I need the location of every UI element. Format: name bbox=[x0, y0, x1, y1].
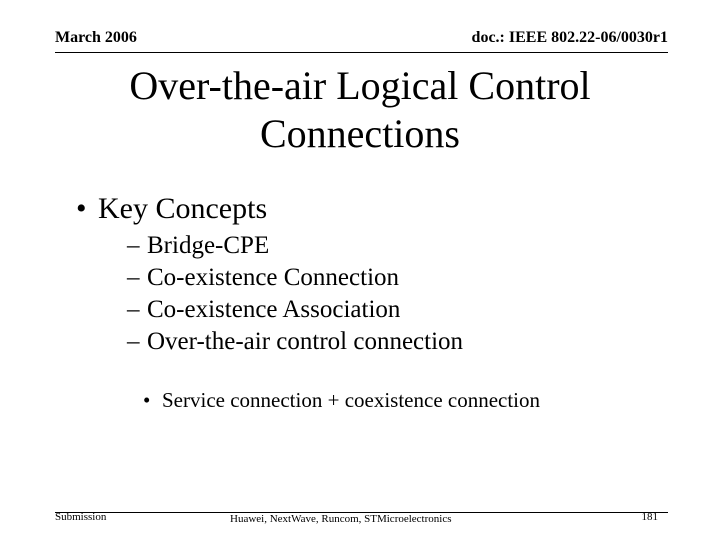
sub-bullet-text: Over-the-air control connection bbox=[147, 328, 464, 355]
sub-bullet-list bbox=[127, 230, 463, 358]
header-date: March 2006 bbox=[55, 29, 137, 46]
slide-title-line-2: Connections bbox=[260, 111, 460, 156]
sub-bullet-item bbox=[127, 262, 463, 294]
dash-icon: – bbox=[127, 232, 140, 259]
sub-bullet-item bbox=[127, 294, 463, 326]
bullet-service-connection bbox=[143, 387, 540, 413]
slide-title-line-1: Over-the-air Logical Control bbox=[129, 63, 591, 108]
bullet-dot-icon: • bbox=[76, 192, 87, 225]
bullet-l3-text: Service connection + coexistence connection bbox=[162, 388, 541, 412]
footer-authors: Huawei, NextWave, Runcom, STMicroelectronics bbox=[230, 513, 452, 525]
page-number: 181 bbox=[641, 511, 658, 523]
sub-bullet-text: Co-existence Association bbox=[147, 296, 401, 323]
bullet-dot-icon: • bbox=[143, 388, 151, 412]
header-doc-id: doc.: IEEE 802.22-06/0030r1 bbox=[471, 29, 668, 46]
dash-icon: – bbox=[127, 296, 140, 323]
sub-bullet-text: Co-existence Connection bbox=[147, 264, 400, 291]
dash-icon: – bbox=[127, 264, 140, 291]
sub-bullet-item bbox=[127, 326, 463, 358]
slide-title bbox=[60, 62, 660, 158]
header-divider bbox=[55, 52, 668, 53]
dash-icon: – bbox=[127, 328, 140, 355]
bullet-text: Key Concepts bbox=[98, 192, 268, 225]
bullet-key-concepts bbox=[76, 191, 267, 227]
sub-bullet-text: Bridge-CPE bbox=[147, 232, 270, 259]
sub-bullet-item bbox=[127, 230, 463, 262]
footer-submission: Submission bbox=[55, 511, 107, 523]
